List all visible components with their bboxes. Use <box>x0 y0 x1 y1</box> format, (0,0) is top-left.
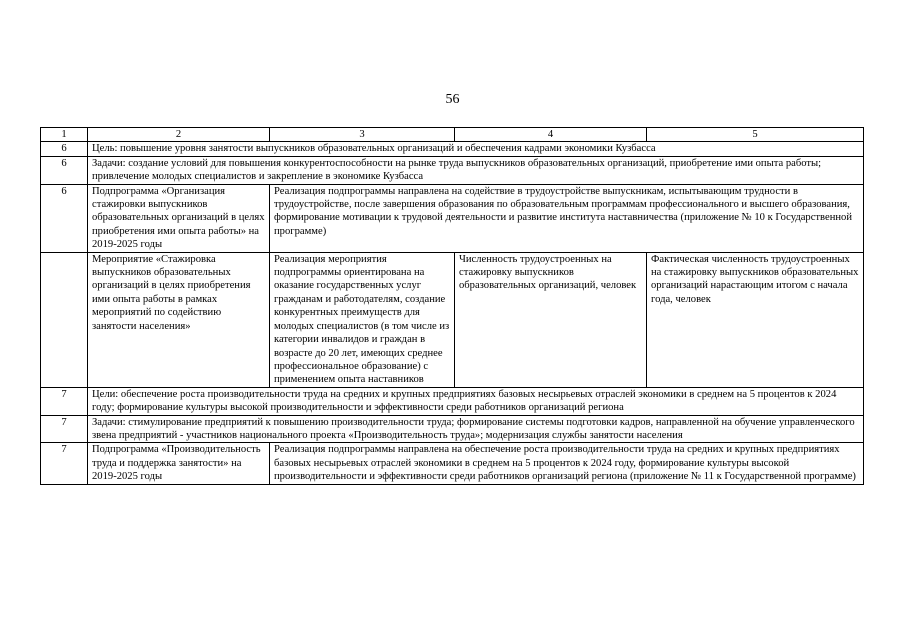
subprogram-name: Подпрограмма «Производительность труда и поддержка занятости» на 2019-2025 годы <box>88 443 270 484</box>
goal-row <box>41 142 864 156</box>
header-cell: 1 <box>41 128 88 142</box>
subprogram-row <box>41 184 864 252</box>
goal-text: Цель: повышение уровня занятости выпускников образовательных организаций и обеспечения кадрами экономики Кузбасса <box>88 142 864 156</box>
header-cell: 2 <box>88 128 270 142</box>
row-number: 6 <box>41 156 88 184</box>
goal-text: Цели: обеспечение роста производительности труда на средних и крупных предприятиях базовых несырьевых отраслей экономики в среднем на 5 процентов к 2024 году; формирование культуры высокой производительности и эффективности среди работников организаций региона <box>88 387 864 415</box>
header-cell: 4 <box>455 128 647 142</box>
subprogram-name: Подпрограмма «Организация стажировки выпускников образовательных организаций в целях приобретения ими опыта работы» на 2019-2025 годы <box>88 184 270 252</box>
row-number: 7 <box>41 415 88 443</box>
event-row <box>41 252 864 387</box>
tasks-text: Задачи: стимулирование предприятий к повышению производительности труда; формирование системы подготовки кадров, направленной на обучение управленческого звена предприятий - участников национального проекта «Производительность труда»; модернизация службы занятости населения <box>88 415 864 443</box>
page-number: 56 <box>445 92 460 107</box>
subprogram-row <box>41 443 864 484</box>
indicator-name: Численность трудоустроенных на стажировку выпускников образовательных организаций, человек <box>455 252 647 387</box>
header-cell: 3 <box>270 128 455 142</box>
row-number: 6 <box>41 184 88 252</box>
goal-row <box>41 387 864 415</box>
event-name: Мероприятие «Стажировка выпускников образовательных организаций в целях приобретения ими опыта работы в рамках мероприятий по содействию занятости населения» <box>88 252 270 387</box>
tasks-row <box>41 156 864 184</box>
tasks-text: Задачи: создание условий для повышения конкурентоспособности на рынке труда выпускников образовательных организаций, приобретение ими опыта работы; привлечение молодых специалистов и закрепление в экономике Кузбасса <box>88 156 864 184</box>
row-number <box>41 252 88 387</box>
row-number: 6 <box>41 142 88 156</box>
header-row <box>41 128 864 142</box>
row-number: 7 <box>41 387 88 415</box>
indicator-method: Фактическая численность трудоустроенных на стажировку выпускников образовательных организаций нарастающим итогом с начала года, человек <box>647 252 864 387</box>
header-cell: 5 <box>647 128 864 142</box>
tasks-row <box>41 415 864 443</box>
subprogram-description: Реализация подпрограммы направлена на обеспечение роста производительности труда на средних и крупных предприятиях базовых несырьевых отраслей экономики в среднем на 5 процентов к 2024 году, формирование культуры высокой производительности и эффективности среди работников организаций региона (приложение № 11 к Государственной программе) <box>270 443 864 484</box>
program-table <box>40 127 864 485</box>
subprogram-description: Реализация подпрограммы направлена на содействие в трудоустройстве выпускникам, испытывающим трудности в трудоустройстве, после завершения образования по образовательным программам профессионального и высшего образования, формирование мотивации к трудовой деятельности и развитие института наставничества (приложение № 10 к Государственной программе) <box>270 184 864 252</box>
event-goal: Реализация мероприятия подпрограммы ориентирована на оказание государственных услуг гражданам и работодателям, создание конкурентных преимуществ для молодых специалистов (в том числе из категории инвалидов и граждан в возрасте до 20 лет, имеющих среднее профессиональное образование) с применением опыта наставников <box>270 252 455 387</box>
row-number: 7 <box>41 443 88 484</box>
